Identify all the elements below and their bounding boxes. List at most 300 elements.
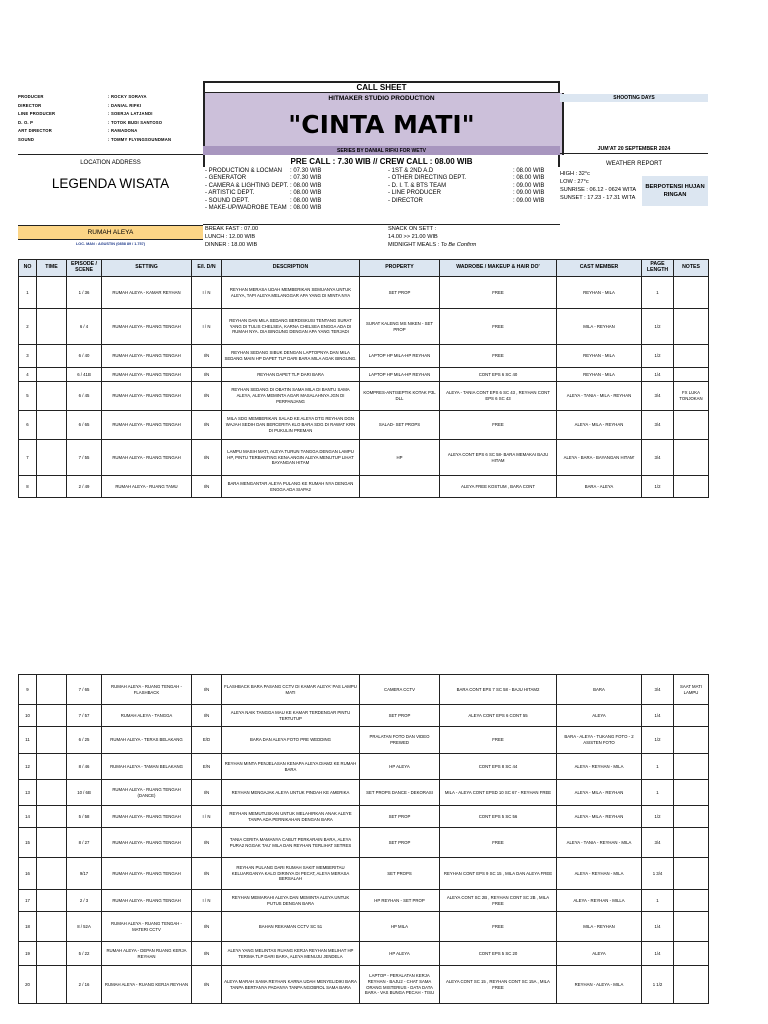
cell-wardrobe: MILA - ALEYA CONT EPSD 10 SC 67 - REYHAN FREE (440, 780, 557, 806)
cell-ei-dn: I/N (192, 942, 222, 966)
cell-property: HP MILA (360, 912, 440, 942)
series-credit: SERIES BY DANIAL RIFKI FOR WETV (203, 146, 560, 155)
pre-call-times: PRE CALL : 7.30 WIB // CREW CALL : 08.00 WIB (203, 155, 560, 167)
cell-property: HP ALEYA (360, 942, 440, 966)
cell-wardrobe: CONT EPS 5 SC 56 (440, 806, 557, 828)
cell-cast: ALEYA (557, 942, 642, 966)
cell-time (37, 912, 67, 942)
col-header-description: DESCRIPTION (222, 260, 360, 277)
cell-ei-dn: I/N (192, 780, 222, 806)
cell-no: 2 (19, 309, 37, 345)
cell-notes (674, 368, 709, 382)
cell-notes (674, 754, 709, 780)
cell-wardrobe: ALEYA CONT EPS 6 CONT 55 (440, 705, 557, 727)
cell-page-length: 3/4 (642, 828, 674, 858)
studio-name: HITMAKER STUDIO PRODUCTION (328, 94, 435, 102)
location-manager: LOC. MAN : AGUSTIN (0858 89 / 1.757) (75, 242, 146, 246)
cell-property: SET PROPS DANCE - DEKORASI (360, 780, 440, 806)
cell-page-length: 1/2 (642, 345, 674, 368)
cell-property: SALAD- SET PROPS (360, 411, 440, 440)
col-header-time: TIME (37, 260, 67, 277)
cell-time (37, 382, 67, 411)
cell-page-length: 1/4 (642, 912, 674, 942)
cell-no: 4 (19, 368, 37, 382)
cell-episode-scene: 5 / 22 (67, 942, 102, 966)
cell-description: REYHAN DAN MILA SEDANG BERDISKUSI TENTANG SURAT YANG DI TULIS CHELSEA, KARNA CHELSEA ENGGA ADA DI RUMAH NYA. DIA BINGUNG DENGAN APA YANG TERJADI (222, 309, 360, 345)
cell-cast: ALEYA - MILA - REYHAN (557, 780, 642, 806)
table-row (19, 890, 709, 912)
cell-wardrobe: CONT EPS 6 SC 40 (440, 368, 557, 382)
cell-time (37, 705, 67, 727)
table-row (19, 828, 709, 858)
table-row (19, 382, 709, 411)
cell-description: MILA SDG MEMBERIKAN SALAD KE ALEYA DTG REYHAN DGN WAJAH SEDIH DAN BERCERITA KLO BARA SDG DI RAWAT KRN DI PUKULIN PREMAN (222, 411, 360, 440)
cell-no: 5 (19, 382, 37, 411)
cell-time (37, 754, 67, 780)
sunset-time: SUNSET : 17.23 - 17.31 WITA (560, 195, 636, 201)
cell-setting: RUMAH ALEYA - RUANG TENGAH (102, 382, 192, 411)
cell-time (37, 806, 67, 828)
table-row (19, 411, 709, 440)
cell-wardrobe: REYHAN CONT EPS 9 SC 15 , MILA DAN ALEYA FREE (440, 858, 557, 890)
cell-description: LAMPU MASIH MATI, ALEYA TURUN TANGGA DENGAN LAMPU HP, PINTU TERBANTING KENA ANGIN ALEYA MENUTUP LIHAT BAYANGAN HITAM (222, 440, 360, 476)
cell-notes (674, 277, 709, 309)
weather-label: WEATHER REPORT (605, 160, 663, 167)
weather-details (560, 170, 645, 202)
set-name: RUMAH ALEYA (18, 225, 203, 240)
col-header-setting: SETTING (102, 260, 192, 277)
cell-description: REYHAN DAPET TLP DARI BARA (222, 368, 360, 382)
cell-ei-dn: I/N (192, 440, 222, 476)
cell-episode-scene: 2 / 3 (67, 890, 102, 912)
cell-no: 11 (19, 727, 37, 754)
cell-setting: RUMAH ALEYA - RUANG TENGAH (DANCE) (102, 780, 192, 806)
table-row (19, 966, 709, 1004)
cell-episode-scene: 6 / 25 (67, 727, 102, 754)
cell-setting: RUMAH ALEYA - RUANG TENGAH (102, 858, 192, 890)
cell-property: SET PROP (360, 705, 440, 727)
cell-ei-dn: I/N (192, 966, 222, 1004)
cell-ei-dn: I/N (192, 345, 222, 368)
weather-note: BERPOTENSI HUJAN RINGAN (642, 176, 708, 206)
cell-wardrobe: FREE (440, 727, 557, 754)
cell-cast: REYHAN - MILA (557, 277, 642, 309)
cell-cast: MILA - REYHAN (557, 912, 642, 942)
cell-time (37, 277, 67, 309)
cell-no: 17 (19, 890, 37, 912)
table-row (19, 754, 709, 780)
schedule-item: - 1ST & 2ND A.D : 08.00 WIB (388, 168, 545, 174)
table-row (19, 368, 709, 382)
cell-wardrobe: FREE (440, 411, 557, 440)
cell-ei-dn: E/N (192, 754, 222, 780)
cell-page-length: 1 (642, 754, 674, 780)
meals-left (205, 225, 258, 249)
cell-time (37, 942, 67, 966)
cell-time (37, 368, 67, 382)
cell-property: CAMERA CCTV (360, 675, 440, 705)
cell-notes (674, 727, 709, 754)
scene-table-page1 (18, 259, 709, 498)
col-header-wardrobe: WADROBE / MAKEUP & HAIR DO' (440, 260, 557, 277)
cell-cast: REYHAN - MILA (557, 345, 642, 368)
col-header-notes: NOTES (674, 260, 709, 277)
cell-episode-scene: 8 / 52A (67, 912, 102, 942)
cell-setting: RUMAH ALEYA - RUANG TENGAH (102, 806, 192, 828)
cell-episode-scene: 5 / 58 (67, 806, 102, 828)
cell-notes: SAAT MATI LAMPU (674, 675, 709, 705)
cell-property (360, 476, 440, 498)
cell-cast: ALEYA - TANIA - REYHAN - MILA (557, 828, 642, 858)
cell-cast: REYHAN - ALEYA - MILA (557, 966, 642, 1004)
cell-ei-dn: I / N (192, 806, 222, 828)
cell-description: TANIA CERITA MAMANYA CABUT PERKARAIN BARA, ALEYA PURA2 NGGAK TAU' MILA DAN REYHAN TERLIHAT SETRES (222, 828, 360, 858)
cell-page-length: 1 3/4 (642, 858, 674, 890)
cell-notes (674, 345, 709, 368)
shoot-date: JUM'AT 20 SEPTEMBER 2024 (560, 144, 708, 154)
crew-row: D. O. P : TOTOK BUDI SANTOSO (18, 119, 163, 125)
cell-ei-dn: I / N (192, 890, 222, 912)
cell-episode-scene: 6 / 45 (67, 382, 102, 411)
cell-cast: BARA - ALEYA (557, 476, 642, 498)
cell-notes (674, 440, 709, 476)
cell-no: 13 (19, 780, 37, 806)
cell-time (37, 675, 67, 705)
schedule-item: - PRODUCTION & LOCMAN : 07.30 WIB (205, 168, 322, 174)
table-row (19, 858, 709, 890)
cell-time (37, 476, 67, 498)
snack-time: 14.00 >> 21.00 WIB (388, 234, 438, 240)
cell-time (37, 440, 67, 476)
schedule-item: - MAKE-UP/WADROBE TEAM : 08.00 WIB (205, 204, 322, 211)
cell-property: SET PROP (360, 828, 440, 858)
cell-no: 19 (19, 942, 37, 966)
cell-property: HP REYHAN - SET PROP (360, 890, 440, 912)
cell-cast: BARA (557, 675, 642, 705)
cell-wardrobe: FREE (440, 277, 557, 309)
cell-no: 9 (19, 675, 37, 705)
cell-property: HP (360, 440, 440, 476)
cell-cast: ALEYA - BARA - BAYANGAN HITAM' (557, 440, 642, 476)
schedule-item: - CAMERA & LIGHTING DEPT. : 08.00 WIB (205, 182, 322, 189)
cell-notes (674, 705, 709, 727)
table-row (19, 942, 709, 966)
col-header-cast: CAST MEMBER (557, 260, 642, 277)
cell-setting: RUMAH ALEYA - RUANG TAMU (102, 476, 192, 498)
cell-no: 6 (19, 411, 37, 440)
cell-page-length: 1/2 (642, 727, 674, 754)
schedule-item: - SOUND DEPT. : 08.00 WIB (205, 197, 322, 204)
cell-notes (674, 780, 709, 806)
cell-episode-scene: 6 / 65 (67, 411, 102, 440)
scene-table-page2 (18, 674, 709, 1004)
cell-notes: FX LUKA TONJOKAN (674, 382, 709, 411)
cell-wardrobe: ALEYA CONT EPS 6 SC 58- BARA MEMAKAI BAJU HITAM (440, 440, 557, 476)
cell-cast: ALEYA - TANIA - MILA - REYHAN (557, 382, 642, 411)
cell-description: REYHAN SEDANG DI OBATIN SAMA MILA DI BANTU SAMA ALEYA, ALEYA MEMINTA AGAR MASALAHNYA JGN DI PERPANJANG (222, 382, 360, 411)
table-row (19, 309, 709, 345)
schedule-left (205, 168, 321, 212)
cell-property: SET PROPS (360, 858, 440, 890)
cell-time (37, 727, 67, 754)
col-header-episode-scene: EPISODE / SCENE (67, 260, 102, 277)
cell-setting: RUMAH ALEYA - RUANG TENGAH - MATERI CCTV (102, 912, 192, 942)
cell-episode-scene: 2 / 16 (67, 966, 102, 1004)
crew-row: LINE PRODUCER : SOERJA LATJANDI (18, 111, 153, 116)
cell-page-length: 3/4 (642, 440, 674, 476)
cell-ei-dn: I / N (192, 309, 222, 345)
cell-ei-dn: I/N (192, 912, 222, 942)
table-row (19, 345, 709, 368)
cell-no: 7 (19, 440, 37, 476)
col-header-property: PROPERTY (360, 260, 440, 277)
cell-property: LAPTOP HP MILA-HP REYHAN (360, 368, 440, 382)
cell-description: REYHAN MENGAJAK ALEYA UNTUK PINDAH KE AMERIKA (222, 780, 360, 806)
table-row (19, 727, 709, 754)
cell-episode-scene: 6 / 41B (67, 368, 102, 382)
cell-time (37, 858, 67, 890)
cell-episode-scene: 1 / 36 (67, 277, 102, 309)
cell-page-length: 3/4 (642, 675, 674, 705)
cell-page-length: 3/4 (642, 382, 674, 411)
cell-notes (674, 411, 709, 440)
cell-notes (674, 890, 709, 912)
cell-setting: RUMAH ALEYA - RUANG TENGAH (102, 411, 192, 440)
table-row (19, 780, 709, 806)
cell-episode-scene: 8 / 46 (67, 754, 102, 780)
cell-property: KOMPRES-ANTISEPTIK KOTAK P3L DLL (360, 382, 440, 411)
cell-property: LAPTOP HP MILA-HP REYHAN (360, 345, 440, 368)
dinner-time: DINNER : 18.00 WIB (205, 242, 258, 248)
cell-no: 15 (19, 828, 37, 858)
schedule-item: - OTHER DIRECTING DEPT. : 08.00 WIB (388, 175, 545, 182)
cell-setting: RUMAH ALEYA - RUANG TENGAH (102, 368, 192, 382)
cell-time (37, 309, 67, 345)
cell-episode-scene: 7 / 65 (67, 675, 102, 705)
cell-page-length: 1 (642, 890, 674, 912)
cell-description: BARA MENGANTAR ALEYA PULANG KE RUMAH NYA DENGAN ENGGA ADA SIAPA2 (222, 476, 360, 498)
cell-property: SURAT KALENG MS NIKEN - SET PROP (360, 309, 440, 345)
cell-wardrobe: ALEYA FREE KOSTUM , BARA CONT (440, 476, 557, 498)
weather-high: HIGH : 32°c (560, 171, 590, 177)
cell-description: REYHAN SEDANG SIBUK DENGAN LAPTOPNYA DAN MILA SEDANG MAIN HP DAPET TLP DARI BARA MILA AGAK BINGUNG. (222, 345, 360, 368)
cell-wardrobe: FREE (440, 345, 557, 368)
cell-description: REYHAN MEMUTUSKAN UNTUK MELAHIRKAN ANAK ALEYE TANPA ADA PERNIKAHAN DENGAN BARA (222, 806, 360, 828)
cell-wardrobe: ALEYA CONT SC 2B , REYHAN CONT SC 2B , MILA FREE (440, 890, 557, 912)
cell-page-length: 1 (642, 277, 674, 309)
cell-wardrobe: FREE (440, 828, 557, 858)
cell-setting: RUMAH ALEYA - TERAS BELAKANG (102, 727, 192, 754)
cell-page-length: 1 (642, 780, 674, 806)
cell-page-length: 1/2 (642, 309, 674, 345)
cell-setting: RUMAH ALEYA - RUANG TENGAH (102, 309, 192, 345)
show-title: "CINTA MATI" (288, 109, 475, 139)
cell-notes (674, 966, 709, 1004)
crew-row: PRODUCER : ROCKY SORAYA (18, 94, 147, 99)
table-row (19, 912, 709, 942)
cell-ei-dn: E/D (192, 727, 222, 754)
cell-no: 1 (19, 277, 37, 309)
cell-page-length: 1/4 (642, 368, 674, 382)
cell-episode-scene: 7 / 57 (67, 705, 102, 727)
cell-time (37, 966, 67, 1004)
cell-setting: RUMAH ALEYA - RUANG TENGAH (102, 890, 192, 912)
cell-description: REYHAN MERASA UDAH MEMBERIKAN SEMUANYA UNTUK ALEYA, TAPI ALEYA MELANGGAR APA YANG DI MINTA NYA (222, 277, 360, 309)
cell-episode-scene: 6 / 40 (67, 345, 102, 368)
cell-setting: RUMAH ALEYA - RUANG TENGAH (102, 440, 192, 476)
cell-notes (674, 806, 709, 828)
schedule-item: - DIRECTOR : 09.00 WIB (388, 197, 545, 204)
cell-episode-scene: 8 / 27 (67, 828, 102, 858)
cell-property: SET PROP (360, 277, 440, 309)
shooting-days-label: SHOOTING DAYS (560, 94, 708, 102)
table-row (19, 277, 709, 309)
cell-description: ALEYA YANG MELINTAS RUANG KERJA REYHAN MELIHAT HP TERIMA TLP DARI BARA, ALEYA MENUJU JENDELA (222, 942, 360, 966)
cell-episode-scene: 9/17 (67, 858, 102, 890)
cell-cast: ALEYA - REYHAN - MILLA (557, 890, 642, 912)
cell-description: FLASHBACK BARA PASANG CCTV DI KAMAR ALEYA' PAS LAMPU MATI (222, 675, 360, 705)
col-header-page-length: PAGE LENGTH (642, 260, 674, 277)
cell-episode-scene: 7 / 55 (67, 440, 102, 476)
cell-page-length: 1/4 (642, 942, 674, 966)
midnight-meals: MIDNIGHT MEALS : To Be Confirm (388, 242, 477, 248)
cell-setting: RUMAH ALEYA - TAMAN BELAKANG (102, 754, 192, 780)
cell-description: BARA DAN ALEYA FOTO PRE WEDDING (222, 727, 360, 754)
cell-setting: RUMAH ALEYA - DEPAN RUANG KERJA REYHAN (102, 942, 192, 966)
cell-cast: ALEYA (557, 705, 642, 727)
col-header-no: NO (19, 260, 37, 277)
breakfast-time: BREAK FAST : 07.00 (205, 226, 259, 232)
schedule-item: - D. I. T. & BTS TEAM : 09.00 WIB (388, 182, 545, 189)
cell-notes (674, 476, 709, 498)
table-row (19, 476, 709, 498)
cell-wardrobe: BARA CONT EPS 7 SC 58 - BAJU HITAM2 (440, 675, 557, 705)
table-row (19, 806, 709, 828)
cell-property: HP ALEYA (360, 754, 440, 780)
cell-setting: RUMAH ALEYA - RUANG TENGAH (102, 345, 192, 368)
table-row (19, 705, 709, 727)
cell-setting: RUMAH ALEYA - RUANG TENGAH - FLASHBACK (102, 675, 192, 705)
schedule-item: - GENERATOR : 07.30 WIB (205, 175, 322, 182)
lunch-time: LUNCH : 12.00 WIB (205, 234, 256, 240)
table-row (19, 440, 709, 476)
cell-wardrobe: ALEYA - TANIA CONT EPS 6 SC 43 , REYHAN CONT EPS 6 SC 43 (440, 382, 557, 411)
cell-description: REYHAN MINTA PENJELASAN KENAPA ALEYA DIAM2 KE RUMAH BARA (222, 754, 360, 780)
cell-setting: RUMAH ALEYA - KAMAR REYHAN (102, 277, 192, 309)
cell-ei-dn: I/N (192, 705, 222, 727)
cell-episode-scene: 6 / 4 (67, 309, 102, 345)
cell-wardrobe: FREE (440, 309, 557, 345)
crew-list (18, 94, 203, 154)
cell-page-length: 1/2 (642, 806, 674, 828)
cell-notes (674, 912, 709, 942)
location-name: LEGENDA WISATA (51, 175, 170, 191)
cell-wardrobe: CONT EPS 8 SC 44 (440, 754, 557, 780)
cell-cast: BARA - ALEYA - TUKANG FOTO - 2 ASISTEN FOTO (557, 727, 642, 754)
cell-no: 8 (19, 476, 37, 498)
cell-property: PRALATAN FOTO DAN VIDEO PREWED (360, 727, 440, 754)
cell-cast: ALEYA - MILA - REYHAN (557, 411, 642, 440)
cell-ei-dn: I/N (192, 382, 222, 411)
cell-cast: ALEYA - REYHAN - MILA (557, 754, 642, 780)
cell-notes (674, 942, 709, 966)
sunrise-time: SUNRISE : 06.12 - 0624 WITA (560, 187, 637, 193)
cell-notes (674, 858, 709, 890)
cell-no: 10 (19, 705, 37, 727)
cell-cast: ALEYA - MILA - REYHAN (557, 806, 642, 828)
weather-low: LOW : 27°c (560, 179, 589, 185)
cell-ei-dn: I / N (192, 277, 222, 309)
cell-no: 18 (19, 912, 37, 942)
schedule-item: - ARTISTIC DEPT. : 08.00 WIB (205, 190, 322, 197)
cell-page-length: 3/4 (642, 411, 674, 440)
cell-description: REYHAN PULANG DARI RUMAH SAKIT MEMBERITAU KELUARGANYA KALO DIRINYA DI PECAT, ALEYA MERASA BERSALAH (222, 858, 360, 890)
crew-row: DIRECTOR : DANIAL RIFKI (18, 102, 142, 108)
cell-ei-dn: I/N (192, 828, 222, 858)
crew-row: SOUND : TOMMY FLYINGSOUNDMAN (18, 136, 172, 142)
schedule-item: - LINE PRODUCER : 09.00 WIB (388, 190, 545, 197)
cell-notes (674, 828, 709, 858)
cell-page-length: 1 1/2 (642, 966, 674, 1004)
cell-notes (674, 309, 709, 345)
crew-divider (18, 154, 203, 155)
cell-description: ALEYA NAIK TANGGA MAU KE KAMAR TERDENGAR PINTU TERTUTUP (222, 705, 360, 727)
cell-setting: RUMAH ALEYA - RUANG TENGAH (102, 828, 192, 858)
cell-cast: ALEYA - REYHAN - MILA (557, 858, 642, 890)
cell-ei-dn: I/N (192, 476, 222, 498)
call-sheet-label: CALL SHEET (203, 81, 560, 93)
cell-description: ALEYA MARAH SAMA REYHAN KARNA UDAH MENYELIDIKI BARA TANPA BERTANYA PADANYA TANPA NGOBROL SAMA BARA (222, 966, 360, 1004)
cell-episode-scene: 10 / 6B (67, 780, 102, 806)
cell-no: 3 (19, 345, 37, 368)
cell-wardrobe: CONT EPS 5 SC 20 (440, 942, 557, 966)
cell-description: REYHAN MEMARAHI ALEYA DAN MEMINTA ALEYA UNTUK PUTUS DENGAN BARA (222, 890, 360, 912)
cell-time (37, 828, 67, 858)
snack-label: SNACK ON SETT : (388, 226, 437, 232)
table-row (19, 675, 709, 705)
cell-cast: REYHAN - MILA (557, 368, 642, 382)
cell-property: SET PROP (360, 806, 440, 828)
cell-time (37, 345, 67, 368)
cell-ei-dn: I/N (192, 368, 222, 382)
cell-ei-dn: I/N (192, 858, 222, 890)
cell-episode-scene: 2 / 49 (67, 476, 102, 498)
cell-cast: MILA - REYHAN (557, 309, 642, 345)
cell-property: LAPTOP - PERALATAN KERJA REYHAN - BAJU2 - CHAT SAMA ORANG MISTERIUS - DATA DATA BARA - VAS BUNGA PECAH - TISU (360, 966, 440, 1004)
cell-wardrobe: ALEYA CONT SC 15 , REYHAN CONT SC 15A , MILA FREE (440, 966, 557, 1004)
cell-page-length: 1/2 (642, 476, 674, 498)
col-header-ei-dn: E/I. D/N (192, 260, 222, 277)
cell-page-length: 1/4 (642, 705, 674, 727)
meals-right (388, 225, 476, 249)
cell-no: 14 (19, 806, 37, 828)
cell-time (37, 890, 67, 912)
cell-no: 16 (19, 858, 37, 890)
crew-row: ART DIRECTOR : RAMADONA (18, 128, 138, 133)
schedule-right (388, 168, 544, 205)
cell-description: BAHAN REKAMAN CCTV SC 51 (222, 912, 360, 942)
cell-wardrobe: FREE (440, 912, 557, 942)
cell-ei-dn: I/N (192, 675, 222, 705)
cell-time (37, 411, 67, 440)
table-header-row (19, 260, 709, 277)
cell-setting: RUMAH ALEYA - TANGGA (102, 705, 192, 727)
cell-ei-dn: I/N (192, 411, 222, 440)
cell-setting: RUMAH ALEYA - RUANG KERJA REYHAN (102, 966, 192, 1004)
cell-no: 12 (19, 754, 37, 780)
location-label: LOCATION ADDRESS (80, 159, 141, 166)
cell-no: 20 (19, 966, 37, 1004)
